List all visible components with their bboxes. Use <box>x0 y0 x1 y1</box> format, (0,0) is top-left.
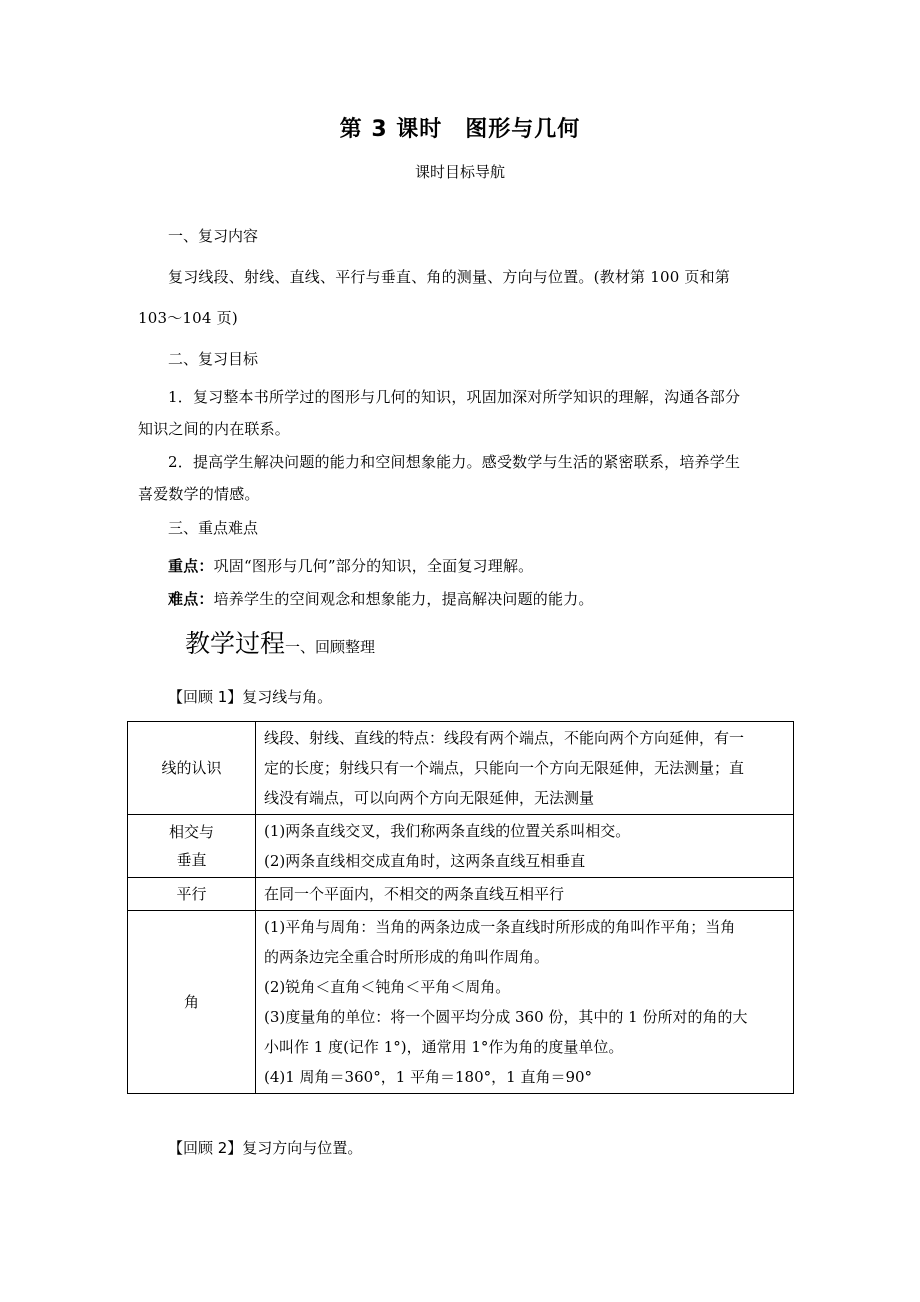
goal2-line1: 2．提高学生解决问题的能力和空间想象能力。感受数学与生活的紧密联系，培养学生 <box>168 453 741 471</box>
table-row-label <box>128 722 256 815</box>
key-point <box>168 555 533 576</box>
goal1-line2: 知识之间的内在联系。 <box>138 420 291 438</box>
section1-line2: 103～104 页) <box>138 309 238 327</box>
table-row-label-line: 平行 <box>176 885 207 903</box>
goal2-line2: 喜爱数学的情感。 <box>138 485 260 503</box>
table-row-content-line: (3)度量角的单位：将一个圆平均分成 360 份，其中的 1 份所对的角的大 <box>264 1008 748 1026</box>
table-row-content <box>256 815 794 878</box>
process-heading-small: 一、回顾整理 <box>285 638 376 656</box>
table-row-content-line: 在同一个平面内，不相交的两条直线互相平行 <box>264 885 565 903</box>
table-row-content-line: 定的长度；射线只有一个端点，只能向一个方向无限延伸，无法测量；直 <box>264 759 745 777</box>
table-row <box>128 878 794 911</box>
section1-line1: 复习线段、射线、直线、平行与垂直、角的测量、方向与位置。(教材第 100 页和第 <box>168 268 731 286</box>
process-heading-big: 教学过程 <box>185 629 286 658</box>
page-subtitle: 课时目标导航 <box>414 163 505 181</box>
key-point-label: 重点： <box>168 557 214 575</box>
table-row-content-line: (1)平角与周角：当角的两条边成一条直线时所形成的角叫作平角；当角 <box>264 918 736 936</box>
table-row-label <box>128 815 256 878</box>
table-row-content <box>256 911 794 1094</box>
difficult-point-label: 难点： <box>168 590 214 608</box>
review1-table <box>127 721 794 1094</box>
process-heading <box>185 624 375 660</box>
page-title: 第 3 课时 图形与几何 <box>339 117 581 142</box>
table-row-label <box>128 911 256 1094</box>
section2-heading: 二、复习目标 <box>168 350 259 368</box>
table-row <box>128 815 794 878</box>
key-point-text: 巩固“图形与几何”部分的知识，全面复习理解。 <box>213 557 534 575</box>
table-row-content-line: (2)两条直线相交成直角时，这两条直线互相垂直 <box>264 852 586 870</box>
table-row-content <box>256 722 794 815</box>
table-row <box>128 722 794 815</box>
review1-heading: 【回顾 1】复习线与角。 <box>168 688 333 706</box>
table-row-content-line: 的两条边完全重合时所形成的角叫作周角。 <box>264 948 550 966</box>
table-row-content-line: 小叫作 1 度(记作 1°)，通常用 1°作为角的度量单位。 <box>264 1038 624 1056</box>
table-row-label-line: 垂直 <box>176 851 207 869</box>
difficult-point-text: 培养学生的空间观念和想象能力，提高解决问题的能力。 <box>213 590 594 608</box>
table-row-label-line: 角 <box>183 993 199 1011</box>
review2-heading: 【回顾 2】复习方向与位置。 <box>168 1139 363 1157</box>
section1-heading: 一、复习内容 <box>168 227 259 245</box>
table-row-label <box>128 878 256 911</box>
difficult-point <box>168 588 594 609</box>
goal1-line1: 1．复习整本书所学过的图形与几何的知识，巩固加深对所学知识的理解，沟通各部分 <box>168 388 741 406</box>
table-row-content-line: 线没有端点，可以向两个方向无限延伸，无法测量 <box>264 789 595 807</box>
table-row-content-line: (4)1 周角＝360°，1 平角＝180°，1 直角＝90° <box>264 1068 593 1086</box>
table-row-content-line: 线段、射线、直线的特点：线段有两个端点，不能向两个方向延伸，有一 <box>264 729 745 747</box>
table-row-content-line: (1)两条直线交叉，我们称两条直线的位置关系叫相交。 <box>264 822 631 840</box>
table-row-label-line: 线的认识 <box>161 759 222 777</box>
table-row <box>128 911 794 1094</box>
table-row-content <box>256 878 794 911</box>
table-row-label-line: 相交与 <box>168 823 214 841</box>
section3-heading: 三、重点难点 <box>168 519 259 537</box>
table-row-content-line: (2)锐角＜直角＜钝角＜平角＜周角。 <box>264 978 511 996</box>
